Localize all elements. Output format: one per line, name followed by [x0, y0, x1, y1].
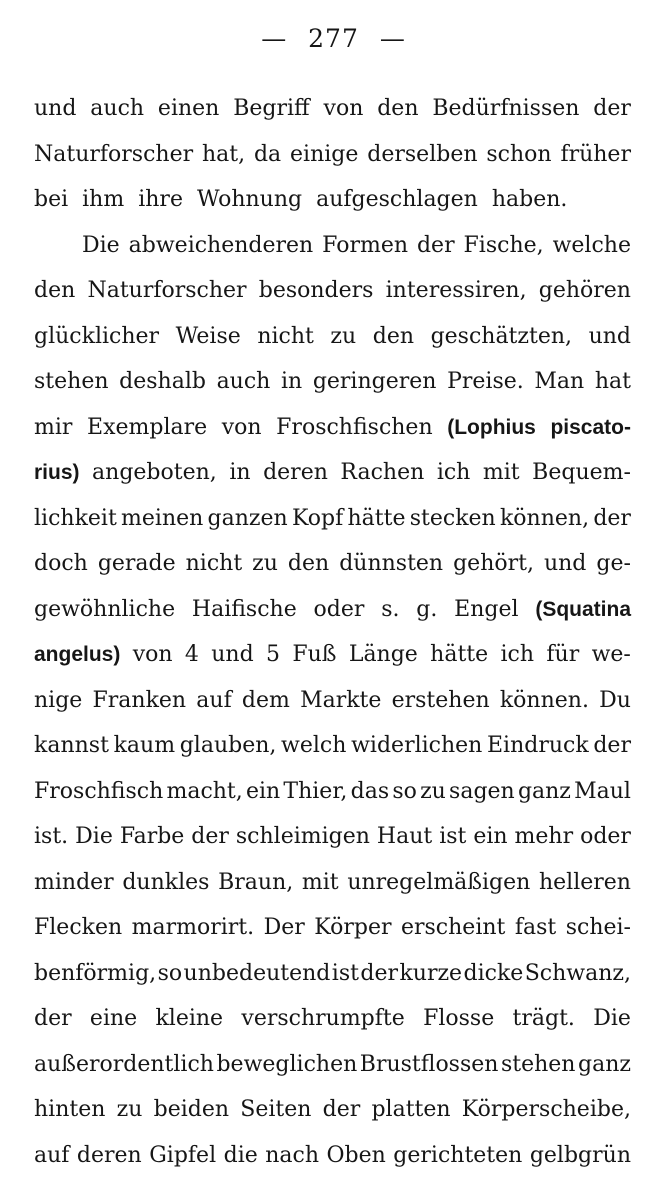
word: die: [223, 1142, 258, 1168]
word: Gipfel: [149, 1142, 217, 1168]
word: Kopf: [291, 505, 344, 531]
word: gerade: [97, 551, 176, 576]
word: glauben,: [179, 733, 277, 758]
word: 4: [184, 642, 199, 667]
word: den: [287, 551, 330, 576]
word: Länge: [348, 642, 418, 667]
word: trägt.: [512, 1006, 575, 1031]
word: ge-: [596, 551, 631, 576]
word: stehen: [34, 369, 109, 394]
word: und: [211, 642, 254, 667]
word: beiden: [153, 1097, 230, 1122]
word: erscheint: [400, 915, 506, 940]
word: we-: [591, 642, 631, 667]
word: derselben: [367, 141, 478, 167]
word: dunkles: [122, 869, 210, 895]
word: bei: [34, 187, 69, 212]
word: von: [323, 96, 364, 121]
text-line: [34, 632, 631, 678]
word: platten: [371, 1097, 451, 1122]
word: verschrumpfte: [241, 1006, 405, 1031]
word: geringeren: [312, 369, 437, 394]
word: mehr: [514, 824, 574, 849]
word: da: [253, 141, 282, 167]
word: deren: [76, 1142, 142, 1168]
word: und: [34, 96, 77, 121]
word: Froschfisch: [34, 778, 164, 804]
word: sagen: [449, 778, 515, 804]
word: benförmig,: [34, 960, 157, 986]
word: hat,: [201, 141, 246, 167]
word: geschätzten,: [430, 323, 573, 349]
word: ihre: [138, 187, 183, 212]
word: Du: [599, 687, 631, 713]
word: zu: [420, 778, 446, 804]
word: Der: [263, 915, 305, 940]
word: eine: [89, 1006, 138, 1031]
word: so: [392, 778, 417, 804]
word: ganzen: [207, 505, 288, 531]
word: oder: [313, 596, 365, 622]
word: zu: [116, 1097, 143, 1122]
word: auch: [90, 96, 145, 121]
word: zu: [252, 551, 278, 576]
word: Begriff: [233, 96, 310, 121]
word: erstehen: [391, 687, 490, 713]
word: auch: [216, 369, 271, 394]
word: Rachen: [340, 460, 425, 485]
text-line: [34, 905, 631, 951]
word: lichkeit: [34, 505, 117, 531]
word: Franken: [92, 687, 187, 713]
text-line: [34, 314, 631, 360]
word: stehen: [500, 1051, 576, 1077]
text-line: [34, 496, 631, 542]
word: ein: [245, 778, 281, 804]
word: Exemplare: [87, 414, 208, 440]
word: kleine: [155, 1006, 224, 1031]
word: ist.: [34, 824, 69, 849]
word: zu: [330, 323, 357, 349]
word: hätte: [347, 505, 406, 531]
word: Engel: [454, 596, 519, 622]
word: oder: [580, 824, 631, 849]
word: Brustflossen: [359, 1051, 499, 1077]
word: der: [416, 232, 455, 258]
word: Markte: [300, 687, 382, 713]
text-line: [34, 132, 631, 178]
word: dem: [241, 687, 290, 713]
text-line: [34, 268, 631, 314]
word: der: [593, 96, 631, 121]
text-line: [34, 405, 631, 451]
word: mir: [34, 414, 73, 440]
word: Bedürfnissen: [432, 96, 580, 121]
word: der: [593, 733, 631, 758]
word: ich: [500, 642, 535, 667]
word: deren: [263, 460, 328, 485]
word: von: [132, 642, 173, 667]
word: marmorirt.: [131, 915, 255, 940]
header-dash-left: —: [261, 24, 288, 53]
word: Formen: [322, 232, 409, 258]
word: früher: [560, 141, 631, 167]
text-line: [34, 996, 631, 1042]
word: kurze: [399, 960, 463, 986]
text-line: [34, 1042, 631, 1088]
word: deshalb: [119, 369, 206, 394]
word: für: [546, 642, 580, 667]
word: hinten: [34, 1097, 106, 1122]
text-line: [34, 359, 631, 405]
word: beweglichen: [216, 1051, 358, 1077]
word: Weise: [175, 323, 241, 349]
word: nicht: [257, 323, 314, 349]
word: Seiten: [240, 1097, 312, 1122]
page-number: 277: [308, 24, 359, 53]
word: schon: [486, 141, 552, 167]
page-header: [0, 24, 667, 53]
word: Eindruck: [487, 733, 589, 758]
word: Körper: [314, 915, 392, 940]
word: Farbe: [119, 824, 185, 849]
word: der: [191, 824, 229, 849]
word: können.: [499, 687, 589, 713]
word: doch: [34, 551, 88, 576]
word: unbedeutend: [183, 960, 331, 986]
word: Wohnung: [196, 187, 303, 212]
word: piscato-: [550, 415, 631, 439]
word: Braun,: [218, 869, 294, 895]
text-line: [34, 860, 631, 906]
word: Flecken: [34, 915, 123, 940]
word: mit: [301, 869, 339, 895]
word: Die: [82, 232, 120, 258]
word: dünnsten: [339, 551, 444, 576]
word: ist: [439, 824, 467, 849]
word: nige: [34, 687, 83, 713]
word: kaum: [113, 733, 176, 758]
word: welche: [552, 232, 631, 258]
text-line: [34, 177, 631, 223]
word: können,: [499, 505, 590, 531]
text-line: [34, 450, 631, 496]
word: unregelmäßigen: [347, 869, 531, 895]
word: schleimigen: [235, 824, 370, 849]
word: s.: [381, 596, 400, 622]
word: der: [593, 505, 631, 531]
word: Oben: [326, 1142, 386, 1168]
word: gehört,: [453, 551, 534, 576]
word: hat: [594, 369, 631, 394]
word: Fische,: [463, 232, 544, 258]
word: schei-: [565, 915, 631, 940]
text-line: [34, 951, 631, 997]
word: angeboten,: [92, 460, 217, 485]
word: den: [34, 278, 76, 303]
word: Bequem-: [532, 460, 631, 485]
word: ist: [331, 960, 359, 986]
word: helleren: [538, 869, 631, 895]
word: Schwanz,: [524, 960, 631, 986]
word: Haut: [376, 824, 433, 849]
text-line: [34, 814, 631, 860]
word: (Lophius: [447, 415, 536, 439]
word: fast: [514, 915, 557, 940]
word: hätte: [430, 642, 489, 667]
word: Thier,: [283, 778, 348, 804]
word: den: [377, 96, 419, 121]
word: g.: [416, 596, 438, 622]
header-dash-right: —: [379, 24, 406, 53]
word: der: [360, 960, 399, 986]
word: gerichteten: [393, 1142, 523, 1168]
word: Haifische: [191, 596, 297, 622]
text-line: [34, 541, 631, 587]
word: gewöhnliche: [34, 596, 176, 622]
word: der: [34, 1006, 72, 1031]
word: ganz: [578, 1051, 631, 1077]
word: stecken: [409, 505, 496, 531]
word: rius): [34, 461, 80, 484]
word: Froschfischen: [276, 414, 433, 440]
word: in: [229, 460, 251, 485]
word: kannst: [34, 733, 109, 758]
word: Naturforscher: [87, 278, 247, 303]
word: macht,: [166, 778, 243, 804]
word: Maul: [574, 778, 631, 804]
word: gelbgrün: [529, 1142, 631, 1168]
word: einige: [290, 141, 359, 167]
word: interessiren,: [385, 278, 527, 303]
text-line: [34, 1133, 631, 1179]
text-line: [34, 678, 631, 724]
word: auf: [196, 687, 232, 713]
word: 5: [266, 642, 280, 667]
word: einen: [157, 96, 220, 121]
text-line: [34, 587, 631, 633]
word: außerordentlich: [34, 1051, 214, 1077]
word: nach: [265, 1142, 320, 1168]
word: so: [157, 960, 183, 986]
word: dicke: [463, 960, 524, 986]
word: minder: [34, 869, 114, 895]
word: Flosse: [423, 1006, 495, 1031]
text-line: [34, 769, 631, 815]
word: auf: [34, 1142, 70, 1168]
word: widerlichen: [351, 733, 483, 758]
word: in: [280, 369, 303, 394]
word: Körperscheibe,: [461, 1097, 631, 1122]
word: den: [372, 323, 415, 349]
word: und: [543, 551, 587, 576]
word: von: [221, 414, 262, 440]
word: haben.: [491, 187, 568, 212]
word: Man: [534, 369, 585, 394]
word: angelus): [34, 643, 121, 666]
word: Die: [593, 1006, 631, 1031]
word: glücklicher: [34, 323, 160, 349]
word: besonders: [258, 278, 374, 303]
word: abweichenderen: [128, 232, 314, 258]
word: Fuß: [292, 642, 337, 667]
word: ganz: [517, 778, 571, 804]
word: mit: [482, 460, 520, 485]
word: Die: [75, 824, 113, 849]
word: ein: [473, 824, 508, 849]
word: der: [322, 1097, 361, 1122]
word: ich: [436, 460, 471, 485]
word: meinen: [121, 505, 204, 531]
text-line: [34, 86, 631, 132]
word: das: [350, 778, 390, 804]
text-line: [34, 723, 631, 769]
word: Preise.: [447, 369, 524, 394]
word: aufgeschlagen: [316, 187, 478, 212]
text-line: [34, 1087, 631, 1133]
word: und: [588, 323, 631, 349]
word: (Squatina: [535, 597, 631, 621]
word: ihm: [82, 187, 125, 212]
word: welch: [281, 733, 347, 758]
text-line: [34, 223, 631, 269]
word: nicht: [185, 551, 243, 576]
body-text: [34, 86, 631, 1178]
word: gehören: [538, 278, 631, 303]
word: Naturforscher: [34, 141, 194, 167]
